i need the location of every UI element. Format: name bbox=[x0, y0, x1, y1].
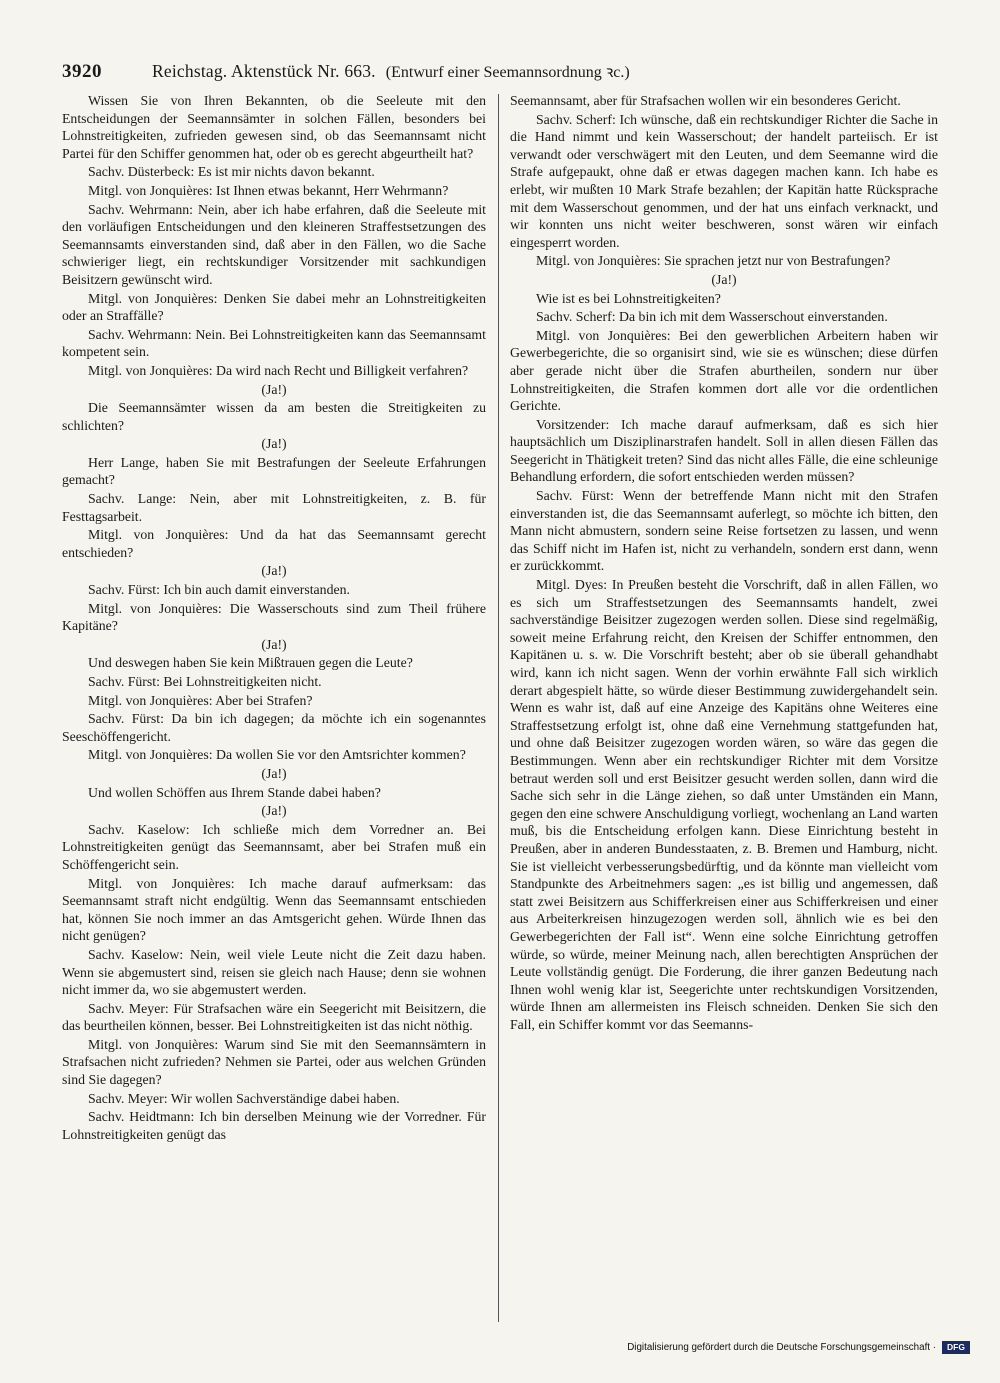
paragraph: Sachv. Düsterbeck: Es ist mir nichts davon bekannt. bbox=[88, 164, 375, 180]
paragraph: Sachv. Scherf: Da bin ich mit dem Wasserschout einverstanden. bbox=[536, 309, 888, 325]
paragraph: Sachv. Fürst: Bei Lohnstreitigkeiten nicht. bbox=[88, 674, 322, 689]
paragraph: Mitgl. von Jonquières: Ist Ihnen etwas bekannt, Herr Wehrmann? bbox=[88, 182, 449, 198]
dfg-logo: DFG bbox=[942, 1341, 970, 1354]
header-subtitle: (Entwurf einer Seemannsordnung ꝛc.) bbox=[385, 64, 630, 81]
paragraph: Sachv. Kaselow: Nein, weil viele Leute nicht die Zeit dazu haben. Wenn sie abgemustert sind, reisen sie gleich nach Hause; denn sie wohnen nicht immer da, wo sie abgemustert werden. bbox=[62, 946, 486, 998]
paragraph: Herr Lange, haben Sie mit Bestrafungen der Seeleute Erfahrungen gemacht? bbox=[62, 454, 486, 488]
paragraph: Mitgl. von Jonquières: Bei den gewerblichen Arbeitern haben wir Gewerbegerichte, die so organisirt sind, wie sie es wünschen; diese dürfen aber gerade nicht über die Strafen aburtheilen, sondern nur über Lohnstreitigkeiten, die Strafen kommen dort alle vor die ordentlichen Gerichte. bbox=[510, 327, 938, 414]
paragraph: Sachv. Wehrmann: Nein, aber ich habe erfahren, daß die Seeleute mit den vorläufigen Entscheidungen und den kleineren Straffestsetzungen des Seemannsamts einverstanden sind, daß aber in den Fällen, wo die Sache schwieriger liegt, ein rechtskundiger Vorsitzender mit sachkundigen Beisitzern gewünscht wird. bbox=[62, 201, 486, 287]
paragraph: Die Seemannsämter wissen da am besten die Streitigkeiten zu schlichten? bbox=[62, 400, 486, 433]
paragraph: Wissen Sie von Ihren Bekannten, ob die Seeleute mit den Entscheidungen der Seemannsämter in solchen Fällen, besonders bei Lohnstreitigkeiten, zufrieden gewesen sind, ob das Seemannsamt nicht Partei für den Schiffer genommen hat, oder ob es gerecht abgeurtheilt hat? bbox=[62, 93, 486, 161]
interjection: (Ja!) bbox=[261, 636, 287, 652]
right-column bbox=[510, 92, 938, 1324]
paragraph: Sachv. Wehrmann: Nein. Bei Lohnstreitigkeiten kann das Seemannsamt kompetent sein. bbox=[62, 326, 486, 360]
paragraph: Mitgl. von Jonquières: Die Wasserschouts sind zum Theil frühere Kapitäne? bbox=[62, 600, 486, 634]
paragraph: Mitgl. von Jonquières: Da wollen Sie vor den Amtsrichter kommen? bbox=[88, 747, 466, 763]
paragraph: Mitgl. von Jonquières: Ich mache darauf aufmerksam: das Seemannsamt straft nicht endgültig. Wenn das Seemannsamt entschieden hat, können Sie noch immer an das Amtsgericht gehen. Würde Ihnen das nicht genügen? bbox=[62, 875, 486, 944]
paragraph: Sachv. Fürst: Wenn der betreffende Mann nicht mit den Strafen einverstanden ist, die das Seemannsamt auferlegt, so möchte ich bitten, den Mann nicht abmustern, sondern seine Reise fortsetzen zu lassen, und wenn das Schiff nicht im Hafen ist, nicht zu verhandeln, sondern erst dann, wenn er zurückkommt. bbox=[510, 488, 938, 574]
paragraph: Vorsitzender: Ich mache darauf aufmerksam, daß es sich hier hauptsächlich um Disziplinarstrafen handelt. Soll in allen diesen Fällen das Seegericht in Thätigkeit treten? Sind das nicht alles Fälle, die eine schleunige Behandlung erfordern, die sofort entschieden werden müssen? bbox=[510, 416, 938, 485]
paragraph: Mitgl. von Jonquières: Sie sprachen jetzt nur von Bestrafungen? bbox=[536, 253, 891, 269]
paragraph: Und deswegen haben Sie kein Mißtrauen gegen die Leute? bbox=[88, 655, 413, 671]
paragraph: Mitgl. von Jonquières: Warum sind Sie mit den Seemannsämtern in Strafsachen nicht zufrieden? Nehmen sie Partei, oder aus welchen Gründen sind Sie dagegen? bbox=[62, 1036, 486, 1088]
paragraph: Wie ist es bei Lohnstreitigkeiten? bbox=[536, 290, 721, 306]
paragraph: Sachv. Fürst: Ich bin auch damit einverstanden. bbox=[88, 582, 350, 598]
paragraph: Sachv. Scherf: Ich wünsche, daß ein rechtskundiger Richter die Sache in die Hand nimmt und kein Wasserschout; der handelt parteiisch. Er ist verwandt oder verschwägert mit den Leuten, und dem Seemanne wird die Strafe aufgepaukt, ohne daß er etwas dagegen machen kann. Ich habe es erlebt, wir mußten 10 Mark Strafe bezahlen; der Kapitän hatte Rücksprache mit dem Wasserschout genommen, und der hat uns einfach verknackt, und wir konnten uns nicht weiter beschweren, sonst wären wir einfach eingesperrt worden. bbox=[510, 111, 938, 250]
paragraph: Sachv. Fürst: Da bin ich dagegen; da möchte ich ein sogenanntes Seeschöffengericht. bbox=[62, 711, 486, 744]
paragraph: Mitgl. von Jonquières: Und da hat das Seemannsamt gerecht entschieden? bbox=[62, 527, 486, 560]
paragraph: Mitgl. von Jonquières: Aber bei Strafen? bbox=[88, 692, 313, 708]
paragraph: Mitgl. von Jonquières: Da wird nach Recht und Billigkeit verfahren? bbox=[88, 362, 469, 378]
interjection: (Ja!) bbox=[261, 381, 287, 397]
paragraph: Mitgl. von Jonquières: Denken Sie dabei mehr an Lohnstreitigkeiten oder an Straffälle? bbox=[62, 290, 486, 324]
interjection: (Ja!) bbox=[711, 271, 737, 287]
footer-text: Digitalisierung gefördert durch die Deutsche Forschungsgemeinschaft · bbox=[627, 1342, 936, 1353]
paragraph: Sachv. Lange: Nein, aber mit Lohnstreitigkeiten, z. B. für Festtagsarbeit. bbox=[62, 491, 486, 524]
paragraph: Und wollen Schöffen aus Ihrem Stande dabei haben? bbox=[88, 784, 381, 800]
paragraph: Sachv. Meyer: Für Strafsachen wäre ein Seegericht mit Beisitzern, die das beurtheilen können, besser. Bei Lohnstreitigkeiten ist das nicht nöthig. bbox=[62, 1000, 486, 1034]
paragraph: Sachv. Meyer: Wir wollen Sachverständige dabei haben. bbox=[88, 1090, 400, 1106]
paragraph: Seemannsamt, aber für Strafsachen wollen wir ein besonderes Gericht. bbox=[510, 93, 901, 108]
interjection: (Ja!) bbox=[261, 436, 287, 452]
page-number: 3920 bbox=[62, 61, 102, 82]
interjection: (Ja!) bbox=[261, 803, 287, 819]
footer-credit bbox=[627, 1341, 970, 1354]
paragraph: Sachv. Kaselow: Ich schließe mich dem Vorredner an. Bei Lohnstreitigkeiten genügt das Seemannsamt, aber bei Strafen muß ein Schöffengericht sein. bbox=[62, 821, 486, 872]
running-header bbox=[62, 60, 792, 90]
column-divider bbox=[498, 94, 499, 1322]
paragraph: Mitgl. Dyes: In Preußen besteht die Vorschrift, daß in allen Fällen, wo es sich um Straffestsetzungen des Seemannsamts handelt, zwei sachverständige Beisitzer zugezogen werden sollen. Diese sind regelmäßig, soweit meine Erfahrung reicht, den Kreisen der Schiffer entnommen, den Kapitänen u. s. w. Die Vorschrift besteht; aber ob sie überall gehandhabt wird, kann ich nicht sagen. Wenn der vorhin erwähnte Fall sich wirklich derart abgespielt hätte, so würde dieser Bestimmung zuwidergehandelt sein. Wenn es wahr ist, daß auf eine Anzeige des Kapitäns ohne Weiteres eine Straffestsetzung erfolgt ist, ohne daß eine Vernehmung stattgefunden hat, und ohne daß Beisitzer zugezogen worden wären, so wäre das gegen die Bestimmungen. Wenn aber ein rechtskundiger Richter mit dem Vorsitze betraut werden soll und erst Beisitzer gesucht werden sollen, dann wird die Sache sich sehr in die Länge ziehen, so daß unter Umständen ein Mann, gegen den eine schwere Anschuldigung vorliegt, wochenlang an Land warten muß, bis die Entscheidung erfolgen kann. Diese Einrichtung besteht in Preußen, aber in anderen Bundesstaaten, z. B. Bremen und Hamburg, nicht. Sie ist vielleicht verbesserungsbedürftig, und da könnte man vielleicht vom Standpunkte des Arbeitnehmers sagen: „es ist billig und angemessen, daß statt zwei Beisitzern aus Schifferkreisen einer aus Schifferkreisen und einer aus Arbeiterkreisen hinzugezogen werden soll, ähnlich wie es bei den Gewerbegerichten der Fall ist“. Wenn eine solche Einrichtung getroffen würde, so würde, meiner Meinung nach, allen berechtigten Ansprüchen der Leute vollständig genügt. Die Forderung, die ihrer ganzen Bedeutung nach Ihnen wohl wenig klar ist, Seegerichte unter rechtskundigen Vorsitzenden, würde Ihnen am allermeisten ins Fleisch schneiden. Denken Sie sich den Fall, ein Schiffer kommt vor das Seemanns- bbox=[510, 577, 938, 1032]
interjection: (Ja!) bbox=[261, 563, 287, 579]
interjection: (Ja!) bbox=[261, 765, 287, 781]
header-title: Reichstag. Aktenstück Nr. 663. bbox=[152, 61, 376, 81]
paragraph: Sachv. Heidtmann: Ich bin derselben Meinung wie der Vorredner. Für Lohnstreitigkeiten genügt das bbox=[62, 1109, 486, 1142]
left-column bbox=[62, 92, 486, 1324]
